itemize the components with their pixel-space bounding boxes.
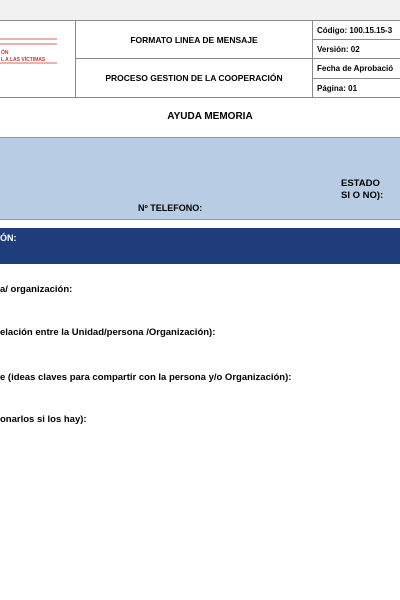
section-bar: [0, 228, 400, 264]
format-title: FORMATO LINEA DE MENSAJE: [75, 20, 313, 59]
code-field: Código: 100.15.15-3: [312, 20, 400, 40]
state-label-line1: ESTADO: [341, 178, 380, 189]
phone-label: Nº TELEFONO:: [138, 203, 203, 213]
body-line-mention: onarlos si los hay):: [0, 414, 87, 425]
body-line-relation: elación entre la Unidad/persona /Organización):: [0, 327, 216, 338]
section-bar-label: ÓN:: [0, 233, 17, 243]
logo-text-line1: ÓN: [1, 50, 9, 56]
header-table: [0, 20, 400, 98]
version-field: Versión: 02: [312, 39, 400, 59]
section-title: AYUDA MEMORIA: [167, 111, 253, 122]
body-line-key-ideas: e (ideas claves para compartir con la persona y/o Organización):: [0, 372, 292, 383]
page-number-field: Página: 01: [312, 78, 400, 98]
state-label: [341, 178, 383, 202]
info-block: [0, 137, 400, 220]
state-label-line2: SI O NO):: [341, 190, 384, 201]
logo-cell: [0, 20, 76, 98]
body-line-organization: a/ organización:: [0, 284, 73, 295]
process-title: PROCESO GESTION DE LA COOPERACIÓN: [75, 58, 313, 98]
approval-date-field: Fecha de Aprobació: [312, 58, 400, 79]
top-strip: [0, 0, 400, 20]
logo-text-line2: L A LAS VÍCTIMAS: [1, 57, 46, 63]
